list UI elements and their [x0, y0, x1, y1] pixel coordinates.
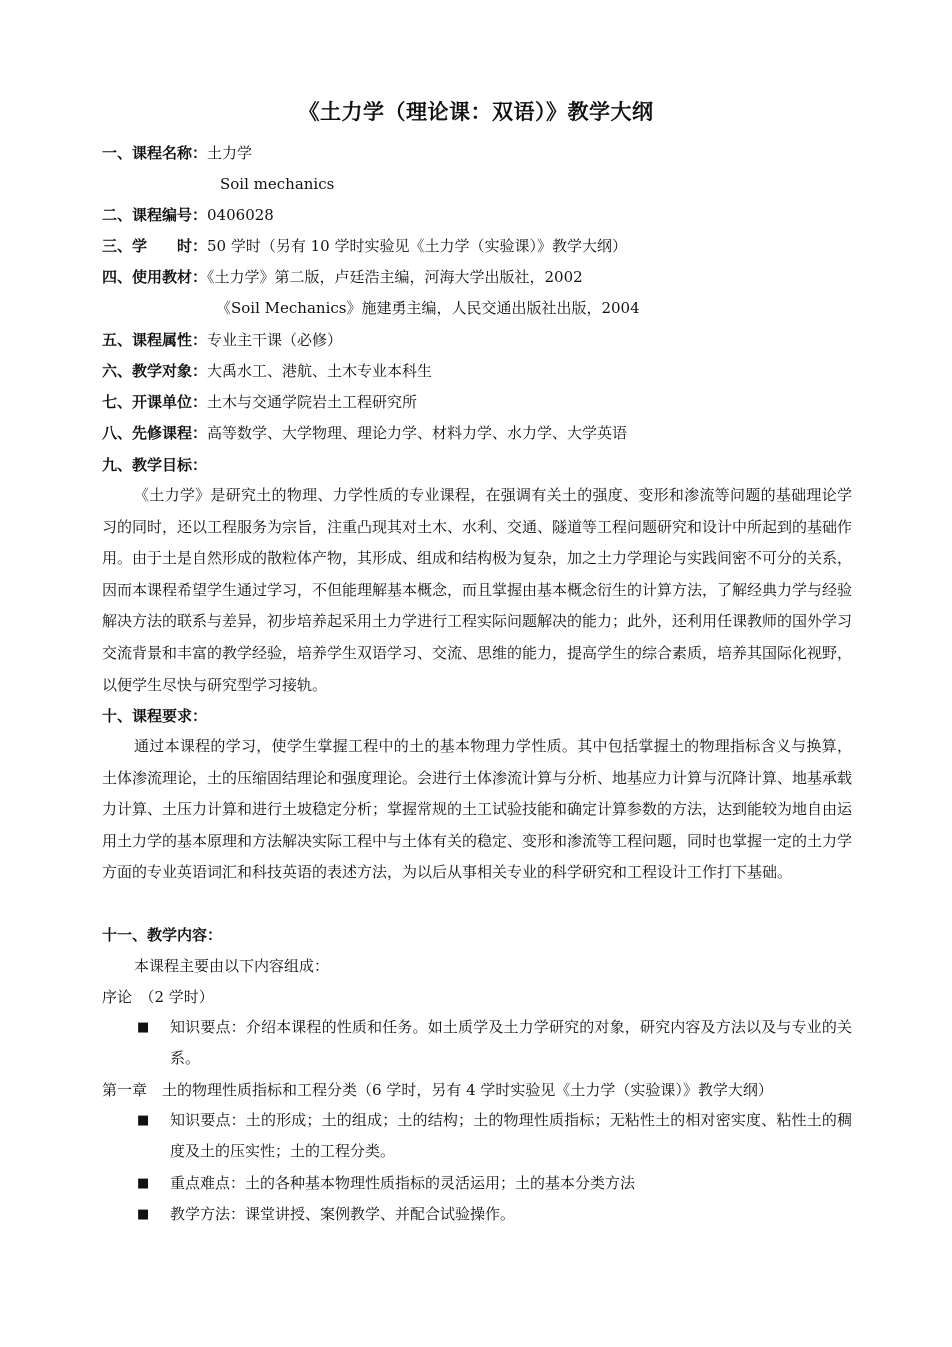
section-requirement-heading	[102, 705, 207, 727]
section-label: 九、教学目标：	[102, 456, 208, 474]
requirement-paragraph: 通过本课程的学习，使学生掌握工程中的土的基本物理力学性质。其中包括掌握土的物理指标含义与换算，土体渗流理论，土的压缩固结理论和强度理论。会进行土体渗流计算与分析、地基应力计算与沉降计算、地基承载力计算、土压力计算和进行土坡稳定分析；掌握常规的土工试验技能和确定计算参数的方法，达到能较为地自由运用土力学的基本原理和方法解决实际工程中与土体有关的稳定、变形和渗流等工程问题，同时也掌握一定的土力学方面的专业英语词汇和科技英语的表述方法，为以后从事相关专业的科学研究和工程设计工作打下基础。	[102, 737, 853, 882]
field-value: 50 学时（另有 10 学时实验见《土力学（实验课）》教学大纲）	[207, 237, 627, 255]
bullet-square-icon: ■	[137, 1020, 150, 1035]
field-attribute	[102, 329, 342, 351]
field-value: 专业主干课（必修）	[207, 331, 343, 349]
chapter-one-heading: 第一章 土的物理性质指标和工程分类（6 学时，另有 4 学时实验见《土力学（实验课）》教学大纲）	[102, 1081, 773, 1099]
field-label: 三、学 时：	[102, 237, 208, 255]
field-course-name	[102, 142, 252, 164]
field-value: 土力学	[207, 144, 253, 162]
field-value: 高等数学、大学物理、理论力学、材料力学、水力学、大学英语	[207, 424, 628, 442]
section-content-heading	[102, 924, 222, 946]
field-label: 五、课程属性：	[102, 331, 208, 349]
field-label: 八、先修课程：	[102, 424, 208, 442]
section-label: 十、课程要求：	[102, 707, 208, 725]
goal-paragraph: 《土力学》是研究土的物理、力学性质的专业课程，在强调有关土的强度、变形和渗流等问题的基础理论学习的同时，还以工程服务为宗旨，注重凸现其对土木、水利、交通、隧道等工程问题研究和设计中所起到的基础作用。由于土是自然形成的散粒体产物，其形成、组成和结构极为复杂，加之土力学理论与实践间密不可分的关系，因而本课程希望学生通过学习，不但能理解基本概念，而且掌握由基本概念衍生的计算方法，了解经典力学与经验解决方法的联系与差异，初步培养起采用土力学进行工程实际问题解决的能力；此外，还利用任课教师的国外学习交流背景和丰富的教学经验，培养学生双语学习、交流、思维的能力，提高学生的综合素质，培养其国际化视野，以便学生尽快与研究型学习接轨。	[102, 486, 853, 694]
textbook-second: 《Soil Mechanics》施建勇主编，人民交通出版社出版，2004	[216, 299, 640, 317]
course-name-english: Soil mechanics	[220, 175, 335, 193]
field-target	[102, 360, 432, 382]
field-value: 0406028	[207, 206, 274, 224]
list-item: 知识要点：介绍本课程的性质和任务。如土质学及土力学研究的对象，研究内容及方法以及与专业的关系。	[170, 1018, 852, 1067]
field-value: 《土力学》第二版，卢廷浩主编，河海大学出版社，2002	[207, 268, 583, 286]
document-title: 《土力学（理论课：双语）》教学大纲	[298, 100, 654, 124]
list-item: 教学方法：课堂讲授、案例教学、并配合试验操作。	[170, 1205, 516, 1223]
field-label: 一、课程名称：	[102, 144, 208, 162]
field-label: 二、课程编号：	[102, 206, 208, 224]
bullet-square-icon: ■	[137, 1176, 150, 1191]
bullet-square-icon: ■	[137, 1207, 150, 1222]
section-label: 十一、教学内容：	[102, 926, 223, 944]
list-item: 重点难点：土的各种基本物理性质指标的灵活运用；土的基本分类方法	[170, 1174, 636, 1192]
field-hours	[102, 235, 627, 257]
list-item: 知识要点：土的形成；土的组成；土的结构；土的物理性质指标；无粘性土的相对密实度、粘性土的稠度及土的压实性；土的工程分类。	[170, 1111, 852, 1160]
field-label: 四、使用教材：	[102, 268, 208, 286]
field-label: 七、开课单位：	[102, 393, 208, 411]
chapter-intro-heading: 序论 （2 学时）	[102, 988, 214, 1006]
content-intro: 本课程主要由以下内容组成：	[134, 957, 330, 975]
field-value: 大禹水工、港航、土木专业本科生	[207, 362, 433, 380]
field-label: 六、教学对象：	[102, 362, 208, 380]
field-course-code	[102, 204, 274, 226]
field-textbook	[102, 266, 583, 288]
field-prerequisites	[102, 422, 627, 444]
bullet-square-icon: ■	[137, 1113, 150, 1128]
field-unit	[102, 391, 417, 413]
field-value: 土木与交通学院岩土工程研究所	[207, 393, 418, 411]
section-goal-heading	[102, 454, 207, 476]
